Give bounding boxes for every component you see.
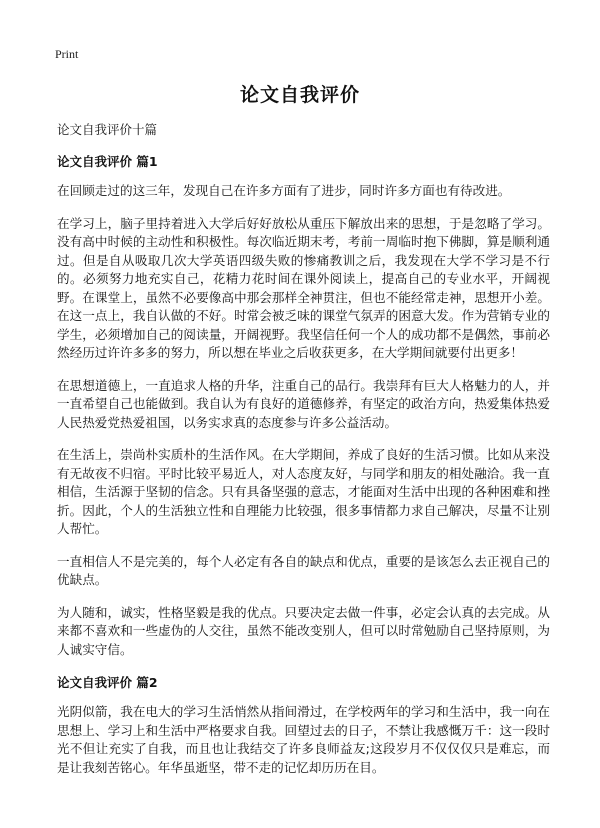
paragraph: 在生活上，崇尚朴实质朴的生活作风。在大学期间，养成了良好的生活习惯。比如从来没有无故夜不归宿。平时比较平易近人，对人态度友好，与同学和朋友的相处融洽。我一直相信，生活源于坚韧的信念。只有具备坚强的意志，才能面对生活中出现的各种困难和挫折。因此，个人的生活独立性和自理能力比较强，很多事情都力求自己解决，尽量不让别人帮忙。 bbox=[57, 447, 550, 536]
section-heading-2: 论文自我评价 篇2 bbox=[57, 675, 158, 690]
paragraph: 为人随和，诚实，性格坚毅是我的优点。只要决定去做一件事，必定会认真的去完成。从来都不喜欢和一些虚伪的人交往，虽然不能改变别人，但可以时常勉励自己坚持原则，为人诚实守信。 bbox=[57, 604, 550, 657]
print-label: Print bbox=[55, 47, 79, 61]
paragraph: 光阴似箭，我在电大的学习生活悄然从指间滑过，在学校两年的学习和生活中，我一向在思想上、学习上和生活中严格要求自我。回望过去的日子，不禁让我感慨万千：这一段时光不但让充实了自我，而且也让我结交了许多良师益友;这段岁月不仅仅仅只是难忘，而是让我刻苦铭心。年华虽逝坚，带不走的记忆却历历在目。 bbox=[57, 704, 550, 775]
section-heading-1: 论文自我评价 篇1 bbox=[57, 154, 158, 169]
paragraph: 在思想道德上，一直追求人格的升华，注重自己的品行。我崇拜有巨大人格魅力的人，并一直希望自己也能做到。我自认为有良好的道德修养，有坚定的政治方向，热爱集体热爱人民热爱党热爱祖国，以务实求真的态度参与许多公益活动。 bbox=[57, 377, 550, 430]
document-body bbox=[57, 120, 550, 791]
document-title: 论文自我评价 bbox=[239, 84, 360, 106]
paragraph: 一直相信人不是完美的，每个人必定有各自的缺点和优点，重要的是该怎么去正视自己的优缺点。 bbox=[57, 553, 550, 587]
document-subtitle: 论文自我评价十篇 bbox=[57, 122, 158, 137]
paragraph: 在学习上，脑子里持着进入大学后好好放松从重压下解放出来的思想，于是忽略了学习。没有高中时候的主动性和积极性。每次临近期末考，考前一周临时抱下佛脚，算是顺利通过。但是自从吸取几次大学英语四级失败的惨痛教训之后，我发现在大学不学习是不行的。必须努力地充实自己，花精力花时间在课外阅读上，提高自己的专业水平，开阔视野。在课堂上，虽然不必要像高中那会那样全神贯注，但也不能经常走神，思想开小差。在这一点上，我自认做的不好。时常会被乏味的课堂气氛弄的困意大发。作为营销专业的学生，必须增加自己的阅读量，开阔视野。我坚信任何一个人的成功都不是偶然，事前必然经历过许许多多的努力，所以想在毕业之后收获更多，在大学期间就要付出更多！ bbox=[57, 215, 550, 360]
paragraph: 在回顾走过的这三年，发现自己在许多方面有了进步，同时许多方面也有待改进。 bbox=[57, 183, 511, 198]
